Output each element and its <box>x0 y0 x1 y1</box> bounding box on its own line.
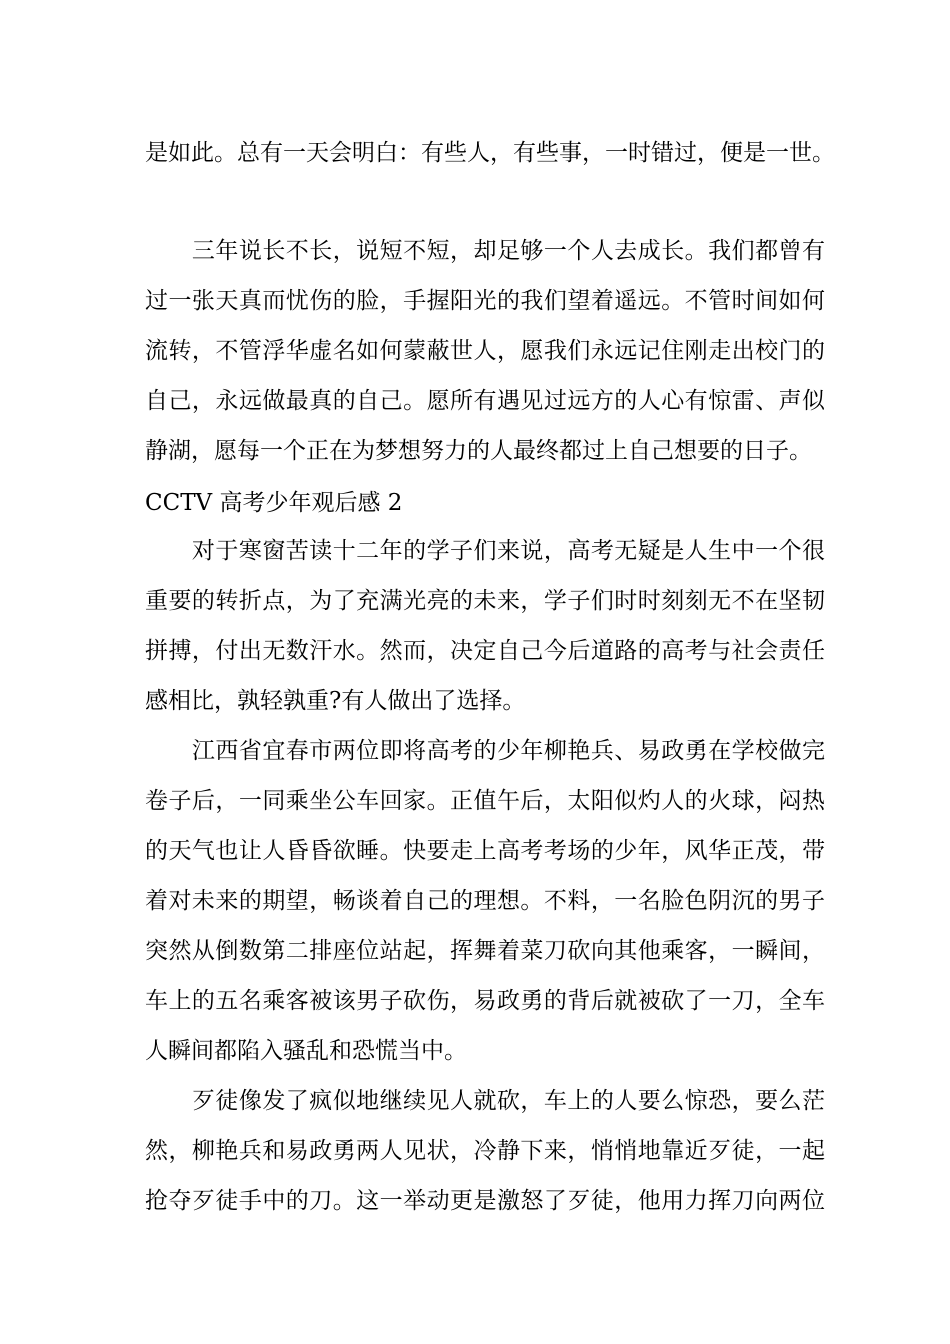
paragraph-line: 的天气也让人昏昏欲睡。快要走上高考考场的少年，风华正茂，带 <box>145 838 825 864</box>
paragraph-line: 车上的五名乘客被该男子砍伤，易政勇的背后就被砍了一刀，全车 <box>145 988 825 1014</box>
paragraph-line: 过一张天真而忧伤的脸，手握阳光的我们望着遥远。不管时间如何 <box>145 288 825 314</box>
paragraph-line: 流转，不管浮华虚名如何蒙蔽世人，愿我们永远记住刚走出校门的 <box>145 338 825 364</box>
paragraph-line: 对于寒窗苦读十二年的学子们来说，高考无疑是人生中一个很 <box>145 538 825 564</box>
paragraph-line: 江西省宜春市两位即将高考的少年柳艳兵、易政勇在学校做完 <box>145 738 825 764</box>
section-heading: CCTV 高考少年观后感 2 <box>145 490 403 516</box>
paragraph-line: 着对未来的期望，畅谈着自己的理想。不料，一名脸色阴沉的男子 <box>145 888 825 914</box>
paragraph-line: 然，柳艳兵和易政勇两人见状，冷静下来，悄悄地靠近歹徒，一起 <box>145 1138 825 1164</box>
paragraph-line: 歹徒像发了疯似地继续见人就砍，车上的人要么惊恐，要么茫 <box>145 1088 825 1114</box>
paragraph-line: 感相比，孰轻孰重?有人做出了选择。 <box>145 688 526 714</box>
paragraph-line: 卷子后，一同乘坐公车回家。正值午后，太阳似灼人的火球，闷热 <box>145 788 825 814</box>
paragraph-line: 人瞬间都陷入骚乱和恐慌当中。 <box>145 1038 467 1064</box>
paragraph-line: 拼搏，付出无数汗水。然而，决定自己今后道路的高考与社会责任 <box>145 638 825 664</box>
paragraph-line: 重要的转折点，为了充满光亮的未来，学子们时时刻刻无不在坚韧 <box>145 588 825 614</box>
paragraph-line: 静湖，愿每一个正在为梦想努力的人最终都过上自己想要的日子。 <box>145 438 812 464</box>
paragraph-line: 是如此。总有一天会明白：有些人，有些事，一时错过，便是一世。 <box>145 140 835 166</box>
paragraph-line: 自己，永远做最真的自己。愿所有遇见过远方的人心有惊雷、声似 <box>145 388 825 414</box>
paragraph-line: 抢夺歹徒手中的刀。这一举动更是激怒了歹徒，他用力挥刀向两位 <box>145 1188 825 1214</box>
paragraph-line: 三年说长不长，说短不短，却足够一个人去成长。我们都曾有 <box>145 238 825 264</box>
paragraph-line: 突然从倒数第二排座位站起，挥舞着菜刀砍向其他乘客，一瞬间， <box>145 938 825 964</box>
